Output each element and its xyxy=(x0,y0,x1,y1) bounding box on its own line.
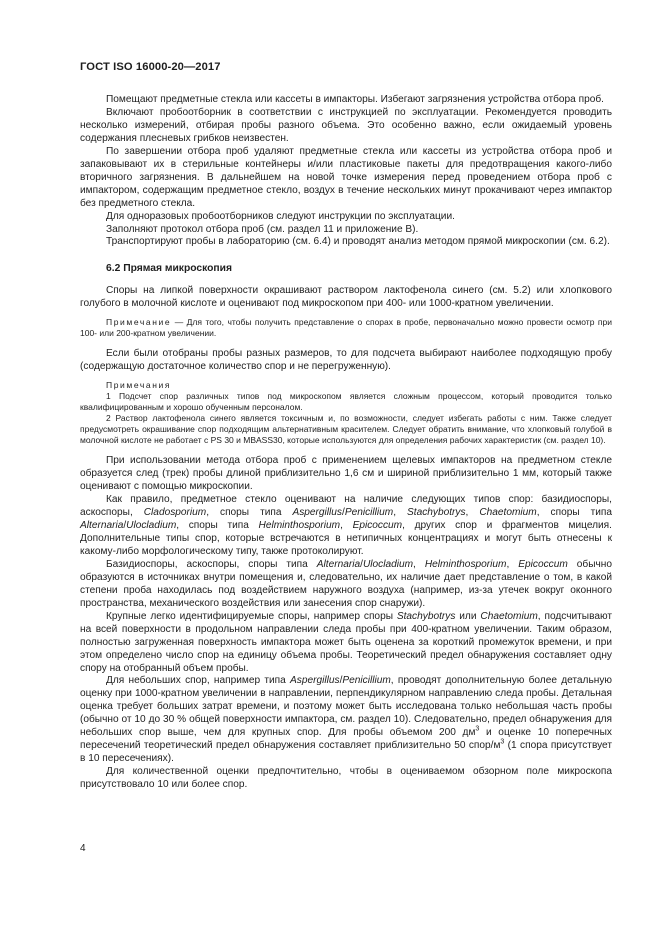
paragraph: Заполняют протокол отбора проб (см. раздел 11 и приложение В). xyxy=(106,223,419,235)
paragraph: Помещают предметные стекла или кассеты в импакторы. Избегают загрязнения устройства отбора проб. xyxy=(106,94,604,105)
paragraph: При использовании метода отбора проб с применением щелевых импакторов на предметном стекле образуется след (трек) пробы длиной приблизительно 1,6 см и шириной приблизительно 1 мм, который также оценивают с помощью микроскопии. xyxy=(80,455,612,493)
paragraph: Если были отобраны пробы разных размеров, то для подсчета выбирают наиболее подходящую пробу (содержащую достаточное количество спор и не перегруженную). xyxy=(80,348,612,373)
section-number: 6.2 xyxy=(106,263,121,275)
note-label: Примечание xyxy=(106,317,172,328)
paragraph: По завершении отбора проб удаляют предметные стекла или кассеты из устройства отбора проб и запаковывают их в стерильные контейнеры и/или пластиковые пакеты для предотвращения какого-либо вторичного загрязнения. В дальнейшем на новой точке измерения перед проведением отбора проб с импактором, содержащим предметное стекло, воздух в течение нескольких минут прокачивают через импактор без предметного стекла. xyxy=(80,145,612,209)
section-heading xyxy=(80,262,612,275)
document-header: ГОСТ ISO 16000-20—2017 xyxy=(80,61,221,73)
paragraph: Базидиоспоры, аскоспоры, споры типа Alternaria/Ulocladium, Helminthosporium, Epicoccum обычно образуются в источниках внутри помещения и, следовательно, их наличие дает представление о том, в какой степени проба находилась под воздействием наружного воздуха (например, из-за утечек вокруг оконного пространства, механического воздействия или занесения спор снаружи). xyxy=(80,558,612,609)
note-item: 1 Подсчет спор различных типов под микроскопом является сложным процессом, который проводится только квалифицированным и хорошо обученным персоналом. xyxy=(80,391,612,413)
paragraph: Как правило, предметное стекло оценивают на наличие следующих типов спор: базидиоспоры, аскоспоры, Cladosporium, споры типа Aspergillus/Penicillium, Stachybotrys, Chaetomium, споры типа Alternaria/Ulocladium, споры типа Helminthosporium, Epicoccum, других спор и фрагментов мицелия. Дополнительные типы спор, которые встречаются в нетипичных концентрациях и могут быть отнесены к какому-либо морфологическому типу, также протоколируют. xyxy=(80,494,612,557)
paragraph: Включают пробоотборник в соответствии с инструкцией по эксплуатации. Рекомендуется проводить несколько измерений, отбирая пробы разного объема. Это особенно важно, если ожидаемый уровень содержания плесневых грибков неизвестен. xyxy=(80,106,612,144)
paragraph: Для небольших спор, например типа Aspergillus/Penicillium, проводят дополнительную более детальную оценку при 1000-кратном увеличении в направлении, перпендикулярном направлению следа пробы. Детальная оценка требует больших затрат времени, и поэтому может быть исследована только небольшая часть пробы (обычно от 10 до 30 % общей поверхности импактора, см. раздел 10). Следовательно, предел обнаружения для небольших спор выше, чем для крупных спор. Для пробы объемом 200 $дм^3$ и оценке 10 поперечных пересечений теоретический предел обнаружения составляет приблизительно 50 спор/$м^3$ (1 спора присутствует в 10 пересечениях). xyxy=(80,675,612,765)
note-item: 2 Раствор лактофенола синего является токсичным и, по возможности, следует избегать работы с ним. Также следует предусмотреть окрашивание спор подходящим альтернативным красителем. Следует обратить внимание, что хлопковый голубой в молочной кислоте не работает с PS 30 и MBASS30, которые используются для определения рабочих характеристик (см. раздел 10). xyxy=(80,413,612,446)
paragraph: Крупные легко идентифицируемые споры, например споры Stachybotrys или Chaetomium, подсчитывают на всей поверхности в продольном направлении следа пробы при 400-кратном увеличении. Таким образом, полностью загруженная поверхность импактора может быть оценена за короткий промежуток времени, и при этом определено число спор на единицу объема пробы. Теоретический предел обнаружения составляет одну спору на отобранный объем пробы. xyxy=(80,610,612,674)
paragraph: Для одноразовых пробоотборников следуют инструкции по эксплуатации. xyxy=(106,210,455,222)
paragraph: Для количественной оценки предпочтительно, чтобы в оцениваемом обзорном поле микроскопа присутствовало 10 или более спор. xyxy=(80,766,612,791)
paragraph: Транспортируют пробы в лабораторию (см. 6.4) и проводят анализ методом прямой микроскопии (см. 6.2). xyxy=(106,236,610,248)
note xyxy=(80,317,612,339)
notes-heading: Примечания xyxy=(106,380,172,391)
note-text: — Для того, чтобы получить представление о спорах в пробе, первоначально можно провести осмотр при 100- или 200-кратном увеличении. xyxy=(80,317,612,339)
section-title: Прямая микроскопия xyxy=(123,263,232,275)
paragraph: Споры на липкой поверхности окрашивают раствором лактофенола синего (см. 5.2) или хлопкового голубого в молочной кислоте и оценивают под микроскопом при 400- или 1000-кратном увеличении. xyxy=(80,285,612,310)
document-body xyxy=(80,94,612,792)
page-number: 4 xyxy=(80,843,86,854)
